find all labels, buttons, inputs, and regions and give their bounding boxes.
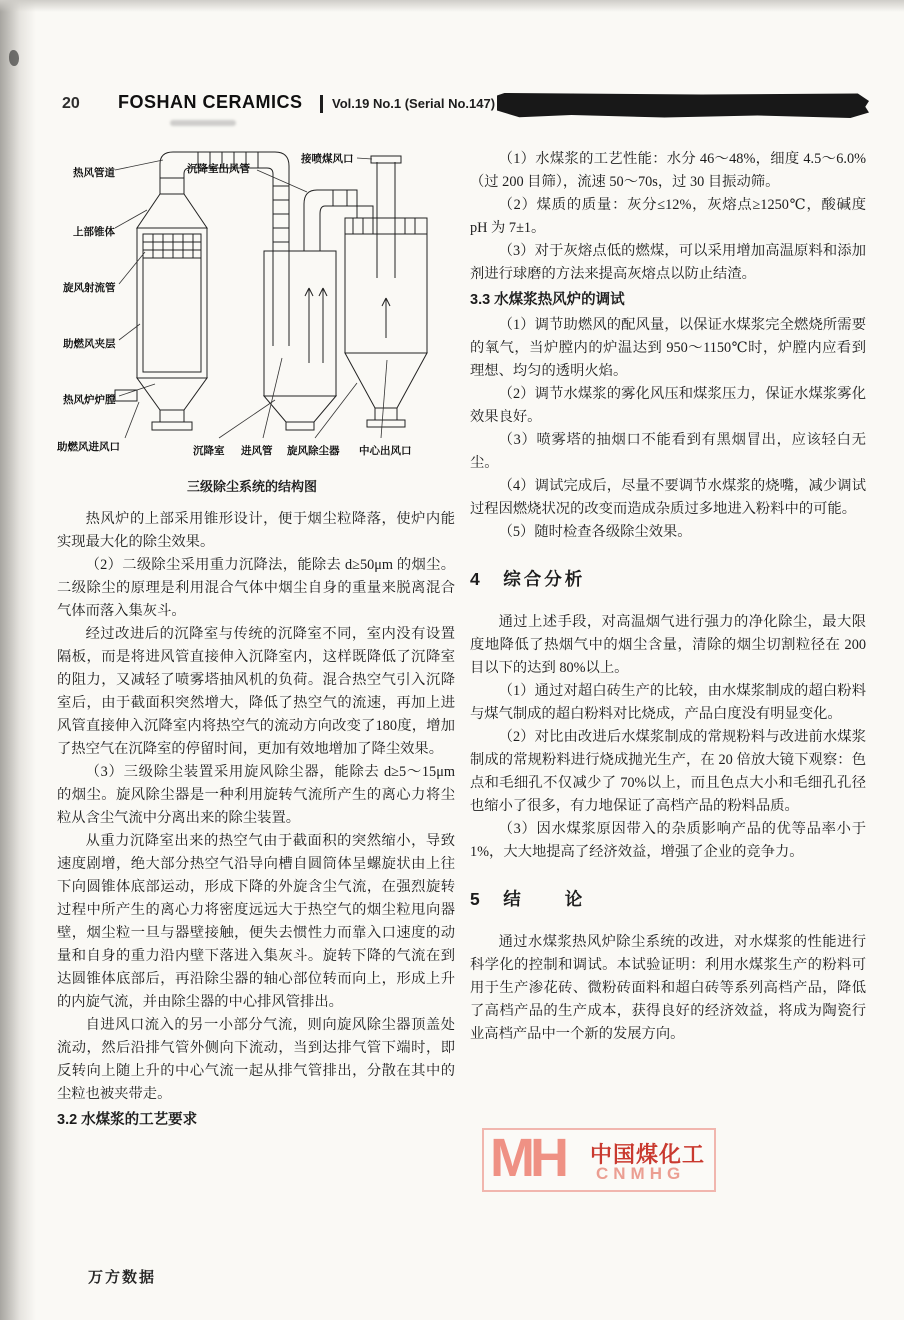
paragraph: （3）因水煤浆原因带入的杂质影响产品的优等品率小于 1%，大大地提高了经济效益，增强了企业的竞争力。 <box>470 821 866 860</box>
figure-label-combustion-inlet: 助燃风进风口 <box>57 441 120 453</box>
paragraph: （1）调节助燃风的配风量，以保证水煤浆完全燃烧所需要的氧气，当炉膛内的炉温达到 950～1150℃时，炉膛内应看到理想、均匀的透明火焰。 <box>470 317 866 379</box>
figure-label-upper-cone: 上部锥体 <box>73 226 115 238</box>
paragraph: 经过改进后的沉降室与传统的沉降室不同，室内没有设置隔板，而是将进风管直接伸入沉降室内，这样既降低了沉降室的阻力，又减轻了喷雾塔抽风机的负荷。混合热空气引入沉降室后，由于截面积突然增大，降低了热空气的流速，再加上进风管直接伸入沉降室内将热空气的流动方向改变了180度，增加了热空气在沉降室的停留时间，更加有效地增加了降尘效果。 <box>57 626 455 757</box>
dust-system-diagram <box>57 148 455 468</box>
paragraph: （3）对于灰熔点低的燃煤，可以采用增加高温原料和添加剂进行球磨的方法来提高灰熔点以防止结渣。 <box>470 243 866 282</box>
figure-label-hot-air-duct: 热风管道 <box>73 167 115 179</box>
paragraph: 通过水煤浆热风炉除尘系统的改进，对水煤浆的性能进行科学化的控制和调试。本试验证明：利用水煤浆生产的粉料可用于生产渗花砖、微粉砖面料和超白砖等系列高档产品，降低了高档产品的生产成本，获得良好的经济效益，将成为陶瓷行业高档产品中一个新的发展方向。 <box>470 934 866 1042</box>
left-column <box>57 148 455 1134</box>
paragraph: （3）喷雾塔的抽烟口不能看到有黑烟冒出，应该轻白无尘。 <box>470 432 866 471</box>
figure-dust-system <box>57 148 455 504</box>
figure-label-center-outlet: 中心出风口 <box>359 445 412 457</box>
right-column <box>470 148 866 1046</box>
page-header <box>0 92 904 132</box>
header-decorative-bar <box>497 93 869 118</box>
paragraph: （2）二级除尘采用重力沉降法，能除去 d≥50μm 的烟尘。二级除尘的原理是利用混合气体中烟尘自身的重量来脱离混合气体而落入集灰斗。 <box>57 557 455 619</box>
cnmhg-watermark <box>482 1128 716 1192</box>
page-number: 20 <box>62 95 80 112</box>
heading-5: 5 结 论 <box>470 889 586 909</box>
heading-4: 4 综合分析 <box>470 569 586 589</box>
figure-label-settling-chamber: 沉降室 <box>193 445 225 457</box>
paragraph: （5）随时检查各级除尘效果。 <box>498 524 692 540</box>
paragraph: （2）对比由改进后水煤浆制成的常规粉料与改进前水煤浆制成的常规粉料进行烧成抛光生产，在 20 倍放大镜下观察：色点和毛细孔不仅减少了 70%以上，而且色点大小和毛细孔孔径也缩小了很多，有力地保证了高档产品的粉料品质。 <box>470 729 866 814</box>
paragraph: 热风炉的上部采用锥形设计，便于烟尘粒降落，使炉内能实现最大化的除尘效果。 <box>57 511 455 550</box>
scan-spine-shadow <box>0 0 36 1320</box>
watermark-name-cn: 中国煤化工 <box>590 1142 706 1167</box>
paragraph: （2）煤质的质量：灰分≤12%，灰熔点≥1250℃，酸碱度 pH 为 7±1。 <box>470 197 866 236</box>
heading-3-3: 3.3 水煤浆热风炉的调试 <box>470 292 625 308</box>
header-divider <box>320 95 323 113</box>
paragraph: （2）调节水煤浆的雾化风压和煤浆压力，保证水煤浆雾化效果良好。 <box>470 386 866 425</box>
paragraph: （1）水煤浆的工艺性能：水分 46～48%，细度 4.5～6.0%（过 200 目筛），流速 50～70s，过 30 目振动筛。 <box>470 151 866 190</box>
journal-title: FOSHAN CERAMICS <box>118 92 303 112</box>
volume-info: Vol.19 No.1 (Serial No.147) <box>332 96 496 111</box>
wanfang-data-mark: 万方数据 <box>88 1270 157 1286</box>
scan-speck <box>9 50 19 66</box>
paragraph: 自进风口流入的另一小部分气流，则向旋风除尘器顶盖处流动，然后沿排气管外侧向下流动，当到达排气管下端时，即反转向上随上升的中心气流一起从排气管排出，分散在其中的尘粒也被夹带走。 <box>57 1017 455 1102</box>
paragraph: 通过上述手段，对高温烟气进行强力的净化除尘，最大限度地降低了热烟气中的烟尘含量，清除的烟尘切割粒径在 200 目以下的达到 80%以上。 <box>470 614 866 676</box>
figure-label-inlet-pipe: 进风管 <box>241 445 273 457</box>
figure-caption: 三级除尘系统的结构图 <box>186 479 317 494</box>
paragraph: 从重力沉降室出来的热空气由于截面积的突然缩小，导致速度剧增，绝大部分热空气沿导向槽自圆筒体呈螺旋状由上往下向圆锥体底部运动，形成下降的外旋含尘气流，在强烈旋转过程中所产生的离心力将密度远远大于热空气的烟尘粒甩向器壁，烟尘粒一旦与器壁接触，便失去惯性力而靠入口速度的动量和自身的重力沿内壁下落进入集灰斗。旋转下降的气流在到达圆锥体底部后，再沿除尘器的轴心部位转而向上，形成上升的内旋气流，并由除尘器的中心排风管排出。 <box>57 833 455 1010</box>
paragraph: （4）调试完成后，尽量不要调节水煤浆的烧嘴，减少调试过程因燃烧状况的改变而造成杂质过多地进入粉料中的可能。 <box>470 478 866 517</box>
cnmhg-logo-icon: MH <box>490 1128 564 1188</box>
heading-3-2: 3.2 水煤浆的工艺要求 <box>57 1112 198 1128</box>
figure-label-combustion-jacket: 助燃风夹层 <box>63 338 116 350</box>
header-smudge <box>170 120 236 126</box>
paragraph: （1）通过对超白砖生产的比较，由水煤浆制成的超白粉料与煤气制成的超白粉料对比烧成，产品白度没有明显变化。 <box>470 683 866 722</box>
paragraph: （3）三级除尘装置采用旋风除尘器，能除去 d≥5～15μm 的烟尘。旋风除尘器是一种利用旋转气流所产生的离心力将尘粒从含尘气流中分离出来的除尘装置。 <box>57 764 455 826</box>
figure-label-cyclone-collector: 旋风除尘器 <box>287 445 340 457</box>
figure-label-coal-spray-port: 接喷煤风口 <box>301 153 354 165</box>
scan-top-shadow <box>0 0 904 12</box>
watermark-name-en: CNMHG <box>596 1164 686 1183</box>
figure-label-settling-outlet: 沉降室出风管 <box>187 163 250 175</box>
figure-label-furnace-chamber: 热风炉炉膛 <box>63 394 116 406</box>
figure-label-cyclone-jet-pipe: 旋风射流管 <box>63 282 116 294</box>
